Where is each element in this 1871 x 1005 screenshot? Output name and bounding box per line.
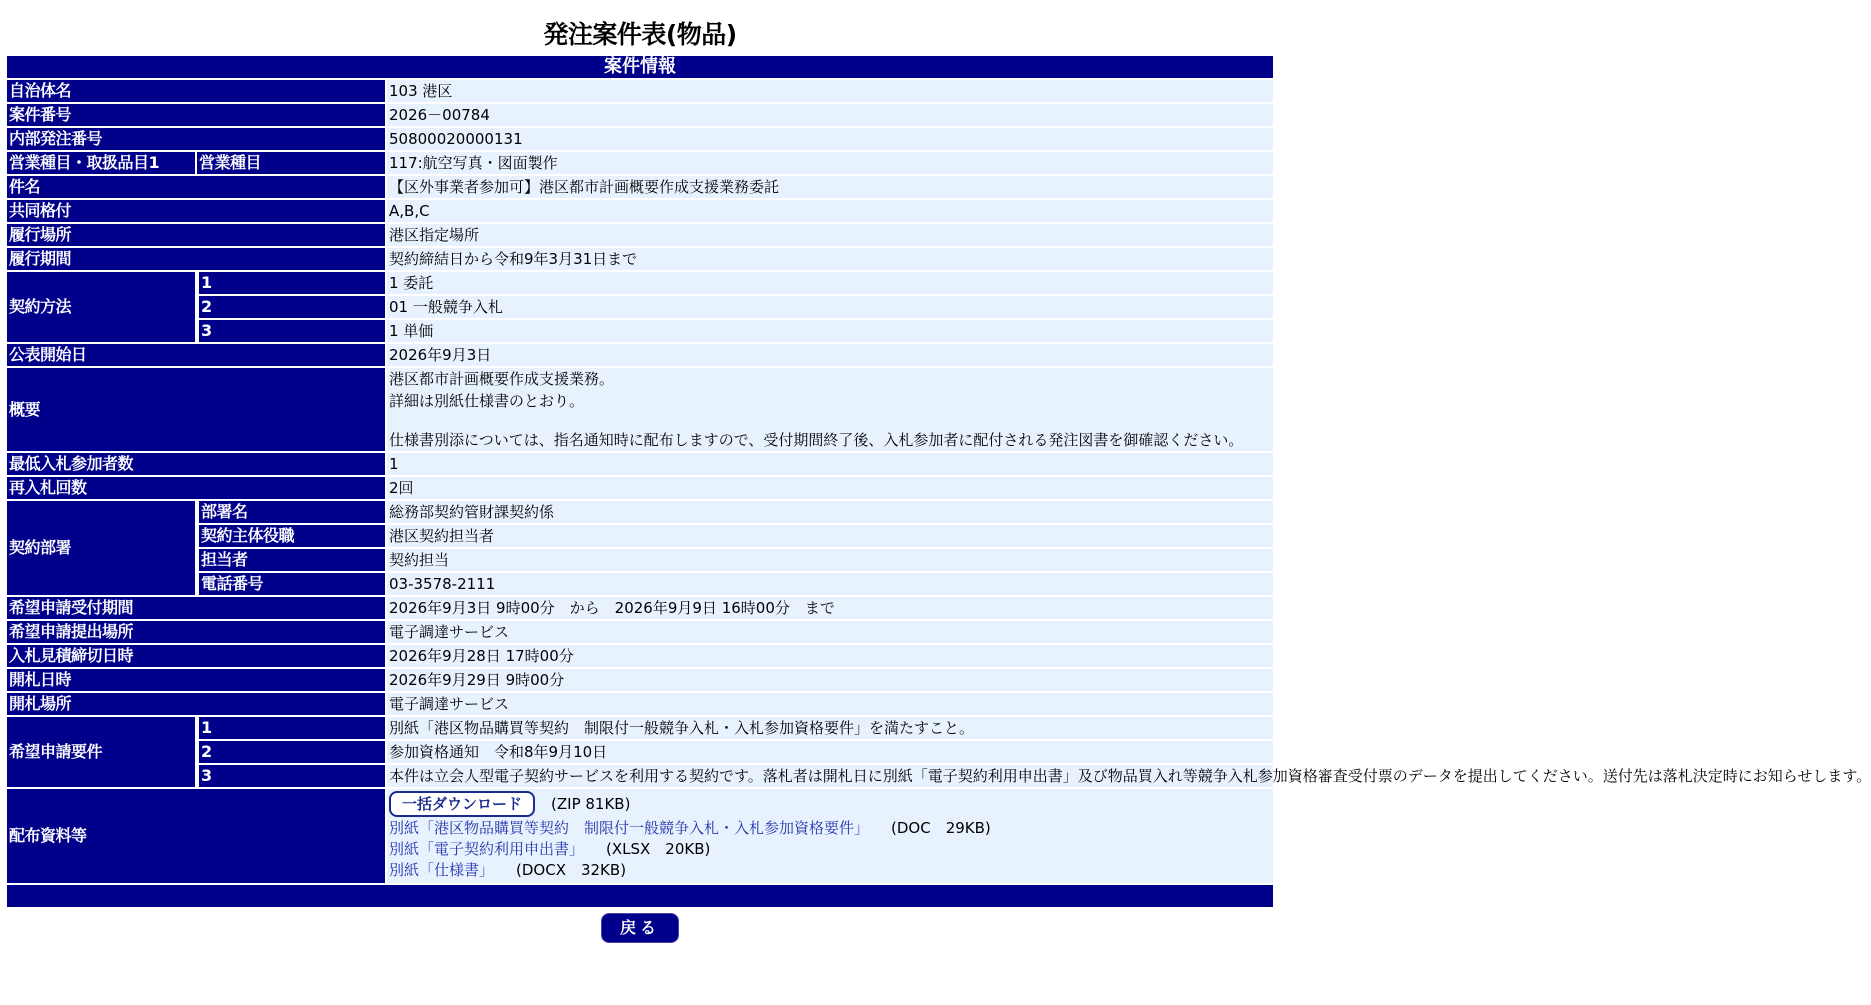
contract-dept-value: 03-3578-2111: [387, 573, 1273, 595]
contract-method-num: 1: [197, 272, 387, 294]
label-opening-place: 開札場所: [7, 693, 387, 715]
contract-method-value: 1 委託: [387, 272, 1273, 294]
contract-method-num: 3: [197, 320, 387, 342]
sublabel-business-type: 営業種目: [197, 152, 387, 174]
row-performance-place: [7, 224, 1273, 246]
value-opening-datetime: 2026年9月29日 9時00分: [387, 669, 1273, 691]
row-case-number: [7, 104, 1273, 126]
value-business-type: 117:航空写真・図面製作: [387, 152, 1273, 174]
value-performance-period: 契約締結日から令和9年3月31日まで: [387, 248, 1273, 270]
requirement-num: 2: [197, 741, 387, 763]
value-rebid-count: 2回: [387, 477, 1273, 499]
label-documents: 配布資料等: [7, 789, 387, 883]
row-contract-dept-3: [7, 549, 1273, 571]
label-performance-period: 履行期間: [7, 248, 387, 270]
contract-dept-sublabel: 担当者: [197, 549, 387, 571]
file-item: [389, 818, 1271, 839]
row-application-place: [7, 621, 1273, 643]
row-rebid-count: [7, 477, 1273, 499]
contract-dept-sublabel: 契約主体役職: [197, 525, 387, 547]
row-subject: [7, 176, 1273, 198]
value-bid-deadline: 2026年9月28日 17時00分: [387, 645, 1273, 667]
row-requirements-2: [7, 741, 1273, 763]
contract-dept-value: 契約担当: [387, 549, 1273, 571]
row-contract-method-1: [7, 272, 1273, 294]
label-opening-datetime: 開札日時: [7, 669, 387, 691]
file-link[interactable]: 別紙「仕様書」: [389, 861, 495, 879]
file-meta: (DOC 29KB): [891, 819, 991, 837]
row-opening-datetime: [7, 669, 1273, 691]
row-municipality: [7, 80, 1273, 102]
file-meta: (XLSX 20KB): [606, 840, 711, 858]
row-contract-dept-2: [7, 525, 1273, 547]
label-case-number: 案件番号: [7, 104, 387, 126]
row-opening-place: [7, 693, 1273, 715]
contract-dept-value: 港区契約担当者: [387, 525, 1273, 547]
row-application-period: [7, 597, 1273, 619]
label-municipality: 自治体名: [7, 80, 387, 102]
contract-dept-sublabel: 部署名: [197, 501, 387, 523]
contract-dept-value: 総務部契約管財課契約係: [387, 501, 1273, 523]
value-publication-start: 2026年9月3日: [387, 344, 1273, 366]
label-application-period: 希望申請受付期間: [7, 597, 387, 619]
summary-line: 港区都市計画概要作成支援業務。: [389, 370, 615, 388]
row-performance-period: [7, 248, 1273, 270]
label-rebid-count: 再入札回数: [7, 477, 387, 499]
label-contract-dept: 契約部署: [7, 501, 197, 595]
row-summary: [7, 368, 1273, 451]
value-min-bidders: 1: [387, 453, 1273, 475]
label-subject: 件名: [7, 176, 387, 198]
value-application-place: 電子調達サービス: [387, 621, 1273, 643]
row-publication-start: [7, 344, 1273, 366]
footer-bar-row: [7, 885, 1273, 907]
file-item: [389, 839, 1271, 860]
row-bid-deadline: [7, 645, 1273, 667]
row-min-bidders: [7, 453, 1273, 475]
value-summary: [387, 368, 1273, 451]
row-business-type: [7, 152, 1273, 174]
file-link[interactable]: 別紙「電子契約利用申出書」: [389, 840, 585, 858]
value-subject: 【区外事業者参加可】港区都市計画概要作成支援業務委託: [387, 176, 1273, 198]
value-joint-rating: A,B,C: [387, 200, 1273, 222]
summary-line: 仕様書別添については、指名通知時に配布しますので、受付期間終了後、入札参加者に配付される発注図書を御確認ください。: [389, 431, 1244, 449]
file-meta: (DOCX 32KB): [516, 861, 627, 879]
requirement-value: 別紙「港区物品購買等契約 制限付一般競争入札・入札参加資格要件」を満たすこと。: [387, 717, 1273, 739]
label-min-bidders: 最低入札参加者数: [7, 453, 387, 475]
label-publication-start: 公表開始日: [7, 344, 387, 366]
back-button-container: [0, 913, 1280, 943]
back-button[interactable]: 戻る: [601, 913, 679, 943]
requirement-value: 本件は立会人型電子契約サービスを利用する契約です。落札者は開札日に別紙「電子契約利用申出書」及び物品買入れ等競争入札参加資格審査受付票のデータを提出してください。送付先は落札決定時にお知らせします。: [389, 767, 1871, 785]
label-performance-place: 履行場所: [7, 224, 387, 246]
requirement-value: 参加資格通知 令和8年9月10日: [387, 741, 1273, 763]
file-link[interactable]: 別紙「港区物品購買等契約 制限付一般競争入札・入札参加資格要件」: [389, 819, 870, 837]
value-opening-place: 電子調達サービス: [387, 693, 1273, 715]
label-application-place: 希望申請提出場所: [7, 621, 387, 643]
label-requirements: 希望申請要件: [7, 717, 197, 787]
value-documents: [387, 789, 1273, 883]
row-internal-order-number: [7, 128, 1273, 150]
value-case-number: 2026－00784: [387, 104, 1273, 126]
value-performance-place: 港区指定場所: [387, 224, 1273, 246]
label-summary: 概要: [7, 368, 387, 451]
row-documents: [7, 789, 1273, 883]
row-contract-method-2: [7, 296, 1273, 318]
footer-bar: [7, 885, 1273, 907]
value-internal-order-number: 50800020000131: [387, 128, 1273, 150]
value-application-period: 2026年9月3日 9時00分 から 2026年9月9日 16時00分 まで: [387, 597, 1273, 619]
file-item: [389, 860, 1271, 881]
contract-method-num: 2: [197, 296, 387, 318]
label-contract-method: 契約方法: [7, 272, 197, 342]
row-contract-dept-1: [7, 501, 1273, 523]
label-joint-rating: 共同格付: [7, 200, 387, 222]
row-requirements-1: [7, 717, 1273, 739]
label-business-type: 営業種目・取扱品目1: [7, 152, 197, 174]
label-internal-order-number: 内部発注番号: [7, 128, 387, 150]
contract-method-value: 1 単価: [387, 320, 1273, 342]
requirement-num: 1: [197, 717, 387, 739]
bulk-download-button[interactable]: 一括ダウンロード: [389, 791, 535, 817]
summary-line: 詳細は別紙仕様書のとおり。: [389, 392, 585, 410]
row-joint-rating: [7, 200, 1273, 222]
bulk-download-row: [389, 791, 1271, 818]
row-contract-method-3: [7, 320, 1273, 342]
case-info-table: [7, 54, 1871, 909]
bulk-download-meta: (ZIP 81KB): [551, 795, 631, 813]
section-header: 案件情報: [7, 56, 1273, 78]
contract-dept-sublabel: 電話番号: [197, 573, 387, 595]
row-contract-dept-4: [7, 573, 1273, 595]
row-requirements-3: [7, 765, 1273, 787]
contract-method-value: 01 一般競争入札: [387, 296, 1273, 318]
label-bid-deadline: 入札見積締切日時: [7, 645, 387, 667]
page-title: 発注案件表(物品): [543, 20, 737, 49]
requirement-num: 3: [197, 765, 387, 787]
value-municipality: 103 港区: [387, 80, 1273, 102]
